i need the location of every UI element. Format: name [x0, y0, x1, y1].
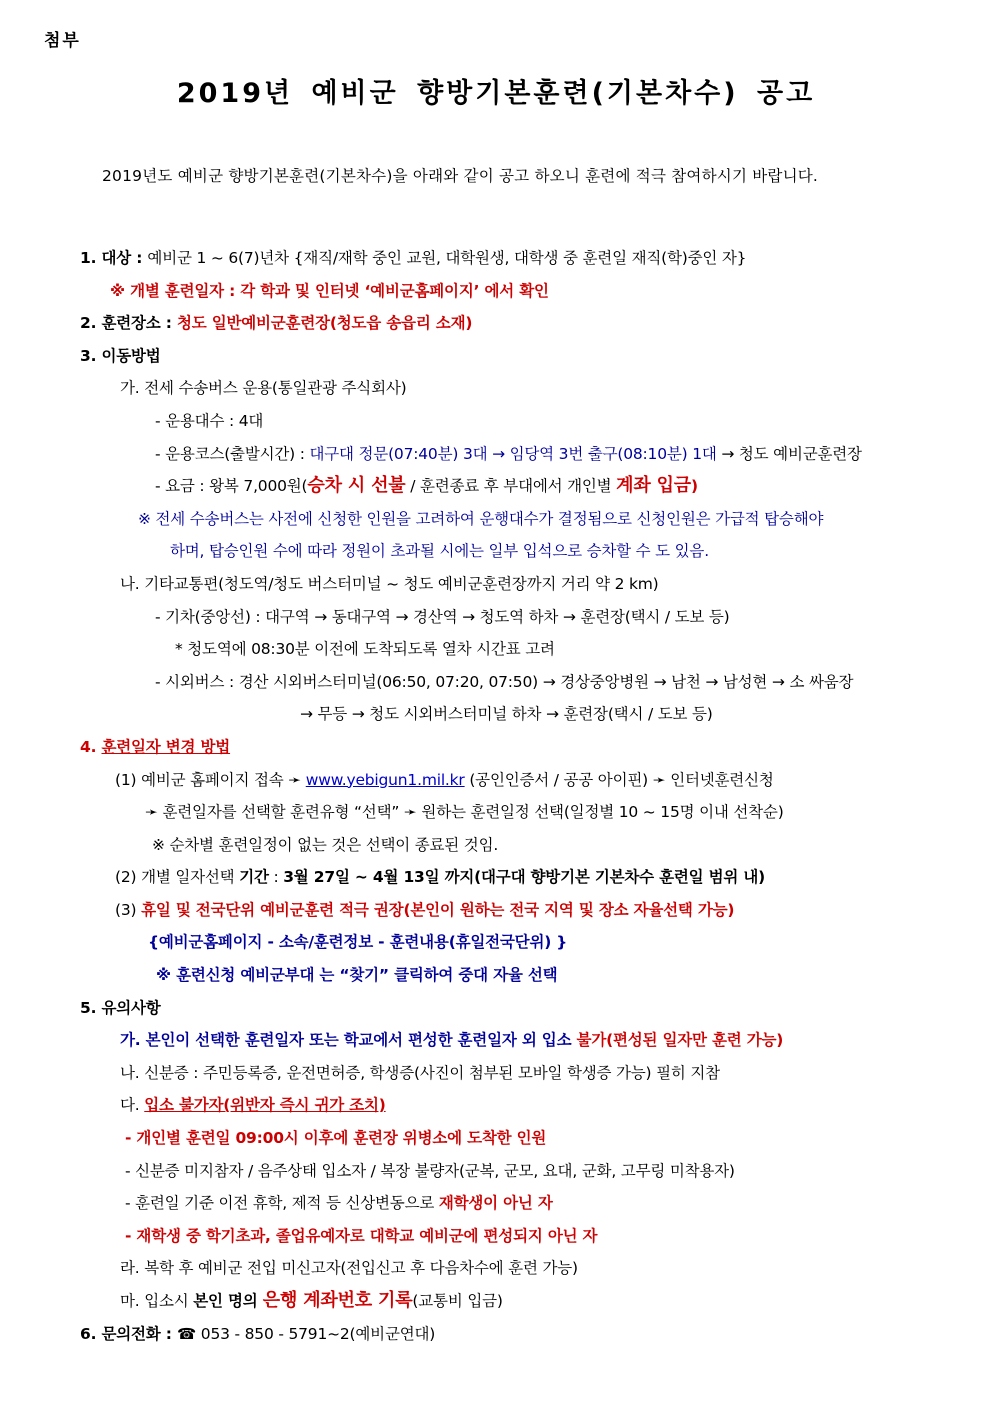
bus-count — [155, 405, 984, 438]
change-step-1-note — [152, 829, 984, 862]
bus-note-2-seg-0: 하며, 탑승인원 수에 따라 정원이 초과될 시에는 일부 입석으로 승차할 수 도 있음. — [170, 542, 709, 561]
caution-e — [120, 1285, 984, 1318]
caution-c-3-seg-1: 재학생이 아닌 자 — [438, 1194, 553, 1213]
caution-d-seg-0: 라. 복학 후 예비군 전입 미신고자(전입신고 후 다음차수에 훈련 가능) — [120, 1259, 578, 1278]
section-2-place-seg-0: 2. 훈련장소 : — [80, 314, 177, 333]
bus-heading-seg-0: 가. 전세 수송버스 운용(통일관광 주식회사) — [120, 379, 407, 398]
caution-c-seg-0: 다. — [120, 1096, 145, 1115]
caution-e-seg-3: (교통비 입금) — [412, 1292, 503, 1310]
intercity-bus-route-2 — [300, 698, 984, 731]
section-2-place-seg-1: 청도 일반예비군훈련장(청도읍 송읍리 소재) — [176, 314, 473, 333]
change-step-2-seg-2: : — [268, 868, 284, 887]
section-1-target-seg-1: 예비군 1 ~ 6(7)년차 {재직/재학 중인 교원, 대학원생, 대학생 중 훈련일 재직(학)중인 자} — [147, 249, 747, 267]
caution-c-3-seg-0: - 훈련일 기준 이전 휴학, 제적 등 신상변동으로 — [125, 1194, 439, 1213]
train-route-seg-0: - 기차(중앙선) : 대구역 → 동대구역 → 경산역 → 청도역 하차 → 훈련장(택시 / 도보 등) — [155, 607, 730, 626]
caution-a — [120, 1024, 984, 1057]
section-6-contact-seg-2: 053 - 850 - 5791~2(예비군연대) — [200, 1324, 436, 1343]
bus-route-seg-1: 대구대 정문(07:40분) 3대 → 임당역 3번 출구(08:10분) 1대 — [309, 444, 717, 463]
train-route — [155, 601, 984, 634]
bus-route-seg-0: - 운용코스(출발시간) : — [155, 444, 310, 463]
bus-fare-seg-0: - 요금 : 왕복 7,000원( — [155, 477, 308, 496]
section-1-target — [80, 242, 984, 275]
intercity-bus-route-1 — [155, 666, 984, 699]
change-step-3-seg-1: 휴일 및 전국단위 예비군훈련 적극 권장(본인이 원하는 전국 지역 및 장소 자율선택 가능) — [141, 900, 735, 919]
bus-note-2 — [170, 535, 984, 568]
change-step-3b — [148, 926, 984, 959]
change-step-1 — [115, 764, 984, 797]
bus-fare-seg-3: 계좌 입금 — [616, 475, 691, 497]
change-step-1-note-seg-0: ※ 순차별 훈련일정이 없는 것은 선택이 종료된 것임. — [152, 835, 499, 854]
bus-note-1 — [138, 503, 984, 536]
train-note — [175, 633, 984, 666]
caution-c-2-seg-0: - 신분증 미지참자 / 음주상태 입소자 / 복장 불량자(군복, 군모, 요대, 군화, 고무링 미착용자) — [125, 1161, 735, 1180]
section-4-change-seg-0: 4. — [80, 737, 102, 756]
bus-route-seg-2: → 청도 예비군훈련장 — [716, 444, 862, 463]
change-step-3-note — [156, 959, 984, 992]
other-transport-heading — [120, 568, 984, 601]
change-step-3-note-seg-0: ※ 훈련신청 예비군부대 는 “찾기” 클릭하여 중대 자율 선택 — [156, 966, 558, 985]
page-title: 2019년 예비군 향방기본훈련(기본차수) 공고 — [176, 78, 816, 109]
caution-c-2 — [125, 1155, 984, 1188]
bus-fare-seg-4: ) — [691, 477, 698, 496]
caution-c-4-seg-0: - 재학생 중 학기초과, 졸업유예자로 대학교 예비군에 편성되지 아닌 자 — [125, 1226, 598, 1245]
change-step-1b-seg-0: ➛ 훈련일자를 선택할 훈련유형 “선택” ➛ 원하는 훈련일정 선택(일정별 10 ~ 15명 이내 선착순) — [145, 803, 784, 822]
caution-b — [120, 1057, 984, 1090]
caution-a-seg-2: 불가(편성된 일자만 훈련 가능) — [576, 1031, 784, 1050]
bus-fare-seg-1: 승차 시 선불 — [307, 475, 406, 497]
caution-c — [120, 1089, 984, 1122]
change-step-1-seg-2: (공인인증서 / 공공 아이핀) ➛ 인터넷훈련신청 — [464, 770, 774, 789]
attachment-label: 첨부 — [44, 31, 81, 51]
section-2-place — [80, 307, 984, 340]
caution-c-4 — [125, 1220, 984, 1253]
caution-c-3 — [125, 1187, 984, 1220]
section-4-change — [80, 731, 984, 764]
change-step-3-seg-0: (3) — [115, 900, 142, 919]
caution-e-seg-2: 은행 계좌번호 기록 — [262, 1290, 413, 1311]
bus-count-seg-0: - 운용대수 : 4대 — [155, 411, 264, 430]
caution-c-1-seg-0: - 개인별 훈련일 09:00시 이후에 훈련장 위병소에 도착한 인원 — [125, 1129, 547, 1148]
phone-icon: ☎ — [176, 1324, 201, 1343]
change-step-2 — [115, 861, 984, 894]
caution-a-seg-1: 본인이 선택한 훈련일자 또는 학교에서 편성한 훈련일자 외 입소 — [145, 1031, 577, 1050]
section-3-transport-seg-0: 3. 이동방법 — [80, 346, 161, 365]
caution-c-1 — [125, 1122, 984, 1155]
other-transport-heading-seg-0: 나. 기타교통편(청도역/청도 버스터미널 ~ 청도 예비군훈련장까지 거리 약 2 km) — [120, 574, 659, 593]
section-3-transport — [80, 340, 984, 373]
section-1-note — [110, 275, 984, 308]
caution-e-seg-1: 본인 명의 — [193, 1292, 263, 1310]
section-5-cautions-seg-0: 5. 유의사항 — [80, 998, 161, 1017]
train-note-seg-0: * 청도역에 08:30분 이전에 도착되도록 열차 시간표 고려 — [175, 640, 555, 659]
document-body — [0, 226, 992, 1390]
bus-route — [155, 438, 984, 471]
yebigun-link[interactable]: www.yebigun1.mil.kr — [305, 770, 465, 789]
bus-fare-seg-2: / 훈련종료 후 부대에서 개인별 — [405, 477, 617, 496]
caution-e-seg-0: 마. 입소시 — [120, 1292, 194, 1310]
change-step-3b-seg-0: {예비군홈페이지 - 소속/훈련정보 - 훈련내용(휴일전국단위) } — [148, 933, 568, 952]
change-step-1-seg-0: (1) 예비군 홈페이지 접속 ➛ — [115, 770, 306, 789]
change-step-2-seg-0: (2) 개별 일자선택 — [115, 868, 240, 887]
caution-c-seg-1: 입소 불가자(위반자 즉시 귀가 조치) — [144, 1096, 386, 1115]
intercity-bus-route-2-seg-0: → 무등 → 청도 시외버스터미널 하차 → 훈련장(택시 / 도보 등) — [300, 705, 713, 724]
change-step-2-seg-1: 기간 — [239, 868, 269, 887]
caution-b-seg-0: 나. 신분증 : 주민등록증, 운전면허증, 학생증(사진이 첨부된 모바일 학생증 가능) 필히 지참 — [120, 1063, 720, 1082]
section-1-note-seg-0: ※ 개별 훈련일자 : 각 학과 및 인터넷 ‘예비군홈페이지’ 에서 확인 — [110, 281, 549, 300]
section-4-change-seg-1: 훈련일자 변경 방법 — [101, 737, 231, 756]
section-6-contact — [80, 1318, 984, 1351]
change-step-2-seg-3: 3월 27일 ~ 4월 13일 까지(대구대 향방기본 기본차수 훈련일 범위 내) — [283, 868, 766, 887]
caution-a-seg-0: 가. — [120, 1031, 146, 1050]
bus-note-1-seg-0: ※ 전세 수송버스는 사전에 신청한 인원을 고려하여 운행대수가 결정됨으로 신청인원은 가급적 탑승해야 — [138, 509, 824, 528]
caution-d — [120, 1252, 984, 1285]
intro-paragraph: 2019년도 예비군 향방기본훈련(기본차수)을 아래와 같이 공고 하오니 훈련에 적극 참여하시기 바랍니다. — [102, 167, 819, 185]
section-5-cautions — [80, 992, 984, 1025]
bus-heading — [120, 372, 984, 405]
bus-fare — [155, 470, 984, 503]
intercity-bus-route-1-seg-0: - 시외버스 : 경산 시외버스터미널(06:50, 07:20, 07:50) → 경상중앙병원 → 남천 → 남성현 → 소 싸움장 — [155, 672, 854, 691]
section-1-target-seg-0: 1. 대상 : — [80, 249, 148, 267]
change-step-3 — [115, 894, 984, 927]
section-6-contact-seg-0: 6. 문의전화 : — [80, 1324, 177, 1343]
change-step-1b — [145, 796, 984, 829]
